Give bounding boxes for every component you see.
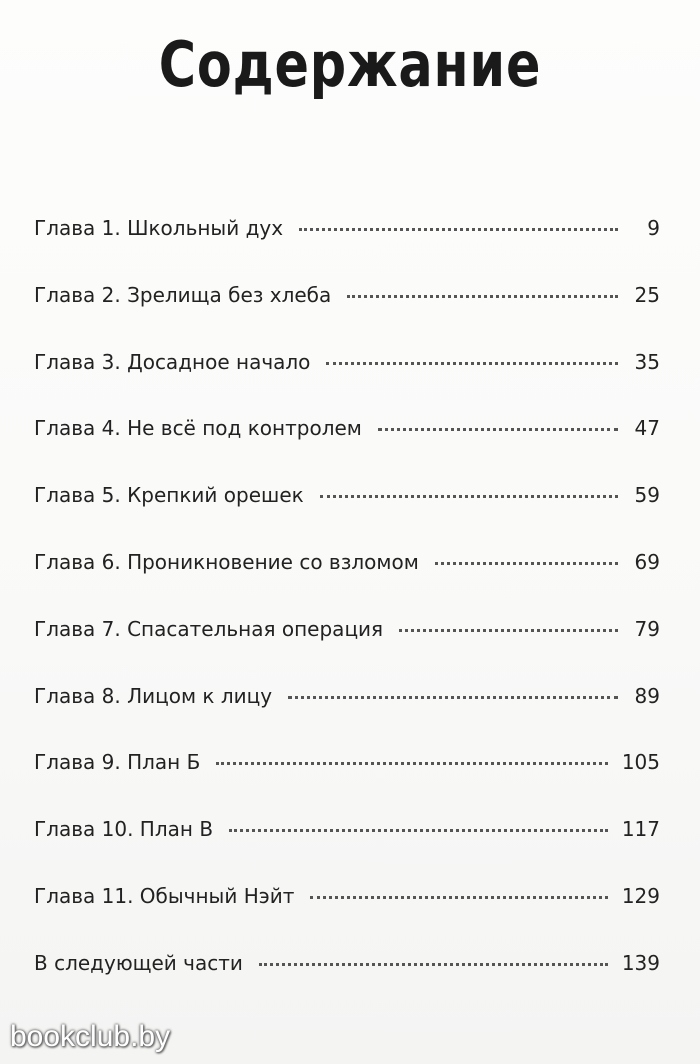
dot-leader	[288, 696, 618, 699]
toc-entry-title: Глава 11. Обычный Нэйт	[34, 883, 295, 908]
toc-entry-title: Глава 2. Зрелища без хлеба	[34, 282, 332, 307]
toc-entry	[34, 951, 660, 1018]
toc-entry-title: Глава 6. Проникновение со взломом	[34, 549, 419, 574]
toc-entry	[34, 483, 660, 550]
toc-entry-title: Глава 10. План В	[34, 817, 214, 842]
dot-leader	[435, 562, 618, 565]
toc-entry-page: 9	[647, 216, 660, 240]
toc-entry	[34, 684, 660, 751]
dot-leader	[399, 629, 618, 632]
toc-entry-page: 139	[621, 950, 660, 975]
toc-entry-page: 105	[621, 750, 660, 775]
dot-leader	[310, 896, 607, 899]
dot-leader	[299, 228, 618, 231]
dot-leader	[347, 295, 618, 298]
toc-entry	[34, 617, 660, 684]
toc-entry-title: Глава 3. Досадное начало	[34, 349, 311, 374]
toc-entry	[34, 416, 660, 483]
dot-leader	[216, 762, 608, 765]
toc-entry	[34, 550, 660, 617]
toc-entry-page: 89	[634, 683, 660, 708]
toc-entry-title: Глава 8. Лицом к лицу	[34, 683, 273, 708]
dot-leader	[229, 829, 608, 832]
page-title: Содержание	[158, 28, 542, 101]
toc-entry-title: Глава 1. Школьный дух	[34, 216, 284, 240]
toc-entry-title: Глава 9. План Б	[34, 750, 201, 775]
toc-entry-page: 79	[634, 616, 660, 641]
toc-entry-title: Глава 5. Крепкий орешек	[34, 483, 304, 508]
site-watermark: bookclub.by	[10, 1020, 171, 1053]
toc-entry-page: 59	[634, 483, 660, 508]
table-of-contents	[34, 216, 660, 1018]
dot-leader	[378, 428, 618, 431]
toc-entry-title: Глава 4. Не всё под контролем	[34, 416, 362, 441]
toc-entry-page: 47	[634, 416, 660, 441]
toc-entry-page: 117	[621, 817, 660, 842]
toc-entry-title: В следующей части	[34, 950, 243, 975]
dot-leader	[259, 963, 608, 966]
toc-entry	[34, 350, 660, 417]
toc-entry	[34, 216, 660, 283]
dot-leader	[320, 495, 618, 498]
toc-entry	[34, 817, 660, 884]
toc-entry	[34, 283, 660, 350]
toc-entry-title: Глава 7. Спасательная операция	[34, 616, 384, 641]
toc-entry-page: 35	[634, 349, 660, 374]
toc-entry-page: 25	[634, 282, 660, 307]
toc-entry	[34, 884, 660, 951]
toc-entry-page: 129	[621, 883, 660, 908]
dot-leader	[326, 362, 618, 365]
toc-entry-page: 69	[634, 549, 660, 574]
toc-entry	[34, 750, 660, 817]
